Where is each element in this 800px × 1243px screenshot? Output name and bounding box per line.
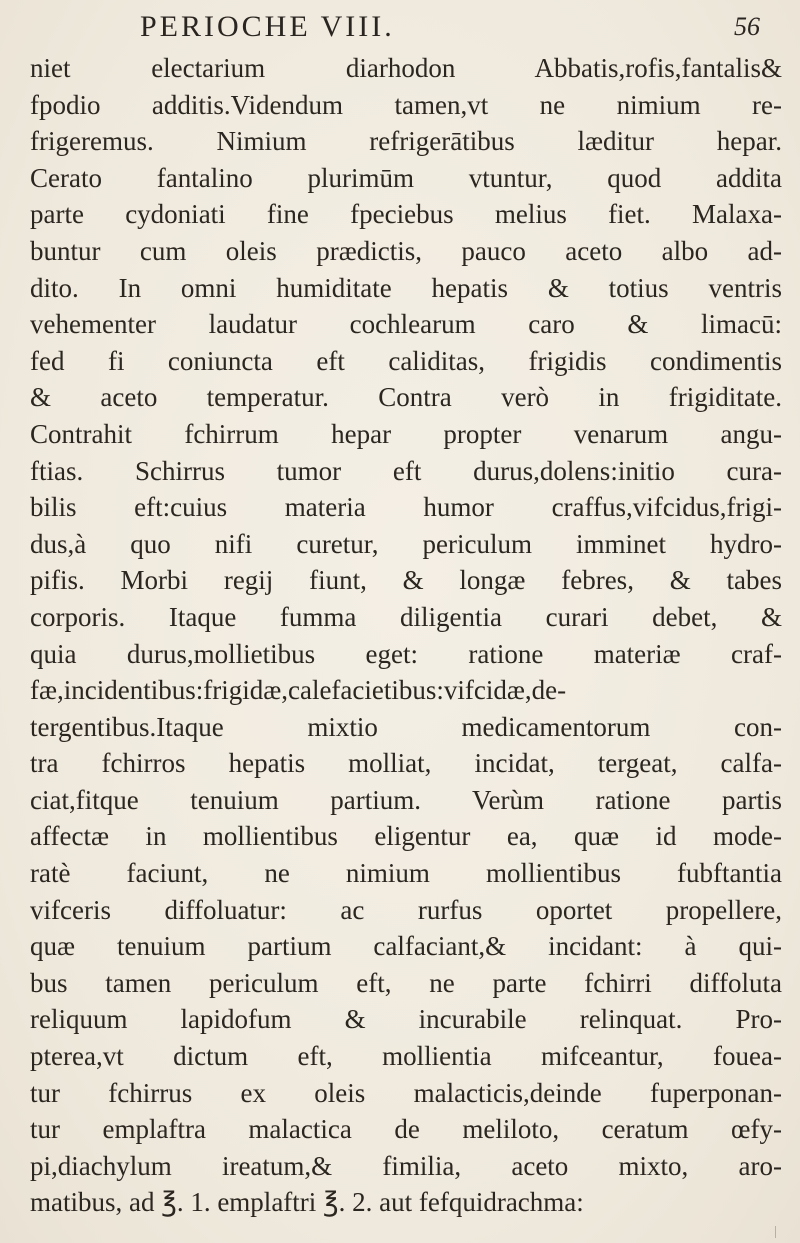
text-line: tur fchirrus ex oleis malacticis,deinde fuperponan- [30, 1077, 782, 1108]
text-line: vehementer laudatur cochlearum caro & limacū: [30, 309, 782, 340]
text-line: quia durus,mollietibus eget: ratione materiæ craf- [30, 638, 782, 669]
text-line: parte cydoniati fine fpeciebus melius fiet. Malaxa- [30, 199, 782, 230]
paper-blemish [775, 1226, 776, 1238]
text-line: tra fchirros hepatis molliat, incidat, tergeat, calfa- [30, 748, 782, 779]
text-line: bus tamen periculum eft, ne parte fchirri diffoluta [30, 967, 782, 998]
text-line: vifceris diffoluatur: ac rurfus oportet propellere, [30, 894, 782, 925]
text-line: tur emplaftra malactica de meliloto, ceratum œfy- [30, 1114, 782, 1145]
text-line: Cerato fantalino plurimūm vtuntur, quod addita [30, 162, 782, 193]
text-line: reliquum lapidofum & incurabile relinquat. Pro- [30, 1004, 782, 1035]
text-line: frigeremus. Nimium refrigerātibus læditur hepar. [30, 126, 782, 157]
text-line: pterea,vt dictum eft, mollientia mifceantur, fouea- [30, 1041, 782, 1072]
running-head: PERIOCHE VIII. [140, 10, 395, 43]
text-line: & aceto temperatur. Contra verò in frigiditate. [30, 382, 782, 413]
text-line: fpodio additis.Videndum tamen,vt ne nimium re- [30, 89, 782, 120]
text-line: ratè faciunt, ne nimium mollientibus fubftantia [30, 858, 782, 889]
text-line: Contrahit fchirrum hepar propter venarum angu- [30, 418, 782, 449]
text-line: niet electarium diarhodon Abbatis,rofis,fantalis& [30, 53, 782, 83]
text-line: bilis eft:cuius materia humor craffus,vifcidus,frigi- [30, 492, 782, 523]
text-line: ftias. Schirrus tumor eft durus,dolens:initio cura- [30, 455, 782, 486]
text-line: affectæ in mollientibus eligentur ea, quæ id mode- [30, 821, 782, 852]
page-header [0, 10, 800, 50]
text-line: ciat,fitque tenuium partium. Verùm ratione partis [30, 784, 782, 815]
text-line: corporis. Itaque fumma diligentia curari debet, & [30, 601, 782, 632]
text-line: pifis. Morbi regij fiunt, & longæ febres, & tabes [30, 565, 782, 596]
page-number: 56 [734, 12, 760, 41]
text-line: fæ,incidentibus:frigidæ,calefacietibus:vifcidæ,de- [30, 675, 567, 706]
text-line: tergentibus.Itaque mixtio medicamentorum con- [30, 711, 782, 742]
text-line: dito. In omni humiditate hepatis & totius ventris [30, 272, 782, 303]
text-line: buntur cum oleis prædictis, pauco aceto albo ad- [30, 235, 782, 266]
text-line: dus,à quo nifi curetur, periculum imminet hydro- [30, 528, 782, 559]
text-line: pi,diachylum ireatum,& fimilia, aceto mixto, aro- [30, 1150, 782, 1181]
text-line: quæ tenuium partium calfaciant,& incidant: à qui- [30, 931, 782, 962]
text-line: matibus, ad ℥. 1. emplaftri ℥. 2. aut fefquidrachma: [30, 1187, 584, 1218]
text-line: fed fi coniuncta eft caliditas, frigidis condimentis [30, 345, 782, 376]
body-text [30, 50, 782, 1221]
